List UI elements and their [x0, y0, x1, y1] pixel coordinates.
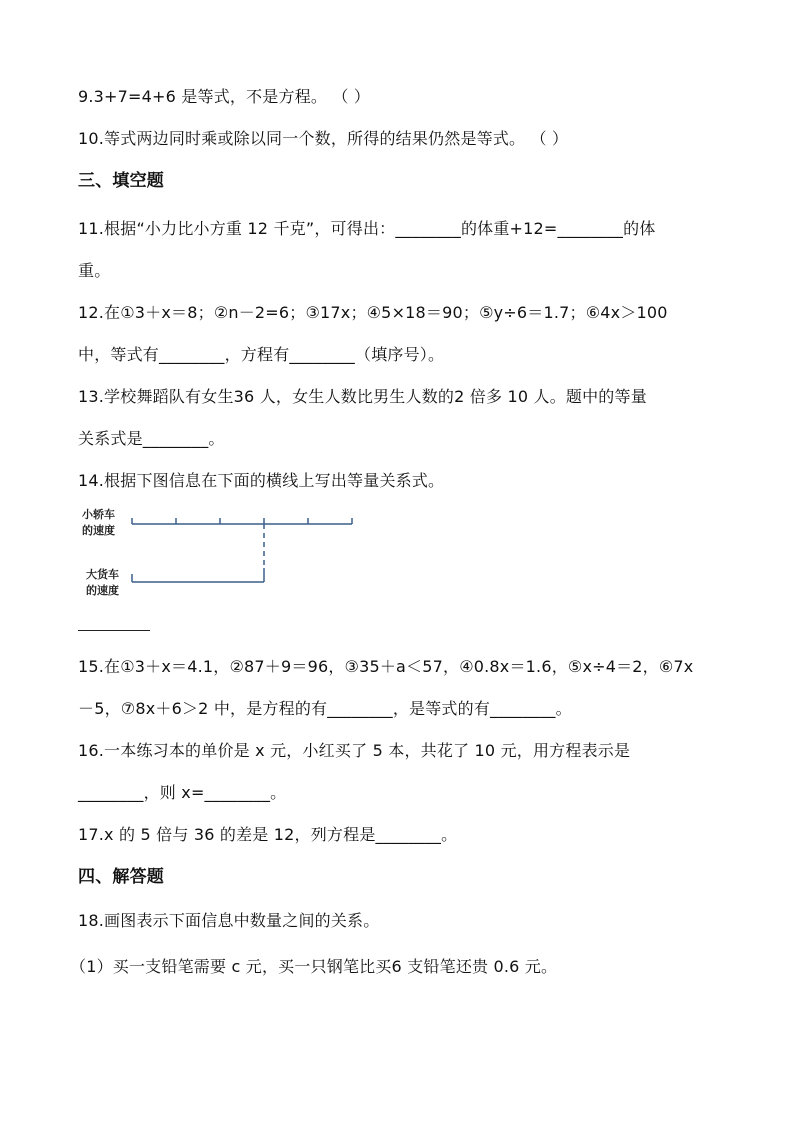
q9-text: 9.3+7=4+6 是等式，不是方程。 （ ） — [78, 87, 371, 106]
q16-line2: ________，则 x=________。 — [78, 783, 287, 802]
answer-blank-line — [78, 630, 150, 631]
q18-part1: （1）买一支铅笔需要 c 元，买一只钢笔比买6 支铅笔还贵 0.6 元。 — [70, 957, 558, 976]
speed-diagram — [78, 500, 368, 610]
truck-label-1: 大货车 — [86, 568, 119, 581]
segment-bars — [78, 500, 368, 610]
section-3-heading: 三、填空题 — [78, 171, 164, 191]
q18-text: 18.画图表示下面信息中数量之间的关系。 — [78, 911, 380, 930]
car-label-2: 的速度 — [82, 524, 115, 537]
q10-text: 10.等式两边同时乘或除以同一个数，所得的结果仍然是等式。 （ ） — [78, 129, 569, 148]
q17-text: 17.x 的 5 倍与 36 的差是 12，列方程是________。 — [78, 825, 458, 844]
q12-line2: 中，等式有________，方程有________（填序号）。 — [78, 345, 445, 364]
q11-line1: 11.根据“小力比小方重 12 千克”，可得出：________的体重+12=________的体 — [78, 219, 656, 238]
q15-line2: －5，⑦8x＋6＞2 中，是方程的有________，是等式的有________。 — [78, 699, 572, 718]
q13-line1: 13.学校舞蹈队有女生36 人，女生人数比男生人数的2 倍多 10 人。题中的等量 — [78, 387, 647, 406]
q14-text: 14.根据下图信息在下面的横线上写出等量关系式。 — [78, 471, 445, 490]
section-4-heading: 四、解答题 — [78, 867, 164, 887]
q13-line2: 关系式是________。 — [78, 429, 225, 448]
q15-line1: 15.在①3＋x＝4.1，②87＋9＝96，③35＋a＜57，④0.8x＝1.6，⑤x÷4＝2，⑥7x — [78, 657, 694, 676]
q12-line1: 12.在①3＋x＝8；②n－2=6；③17x；④5×18＝90；⑤y÷6＝1.7；⑥4x＞100 — [78, 303, 668, 322]
car-label-1: 小轿车 — [82, 508, 115, 521]
truck-label-2: 的速度 — [86, 584, 119, 597]
q16-line1: 16.一本练习本的单价是 x 元，小红买了 5 本，共花了 10 元，用方程表示是 — [78, 741, 631, 760]
q11-line2: 重。 — [78, 261, 111, 280]
